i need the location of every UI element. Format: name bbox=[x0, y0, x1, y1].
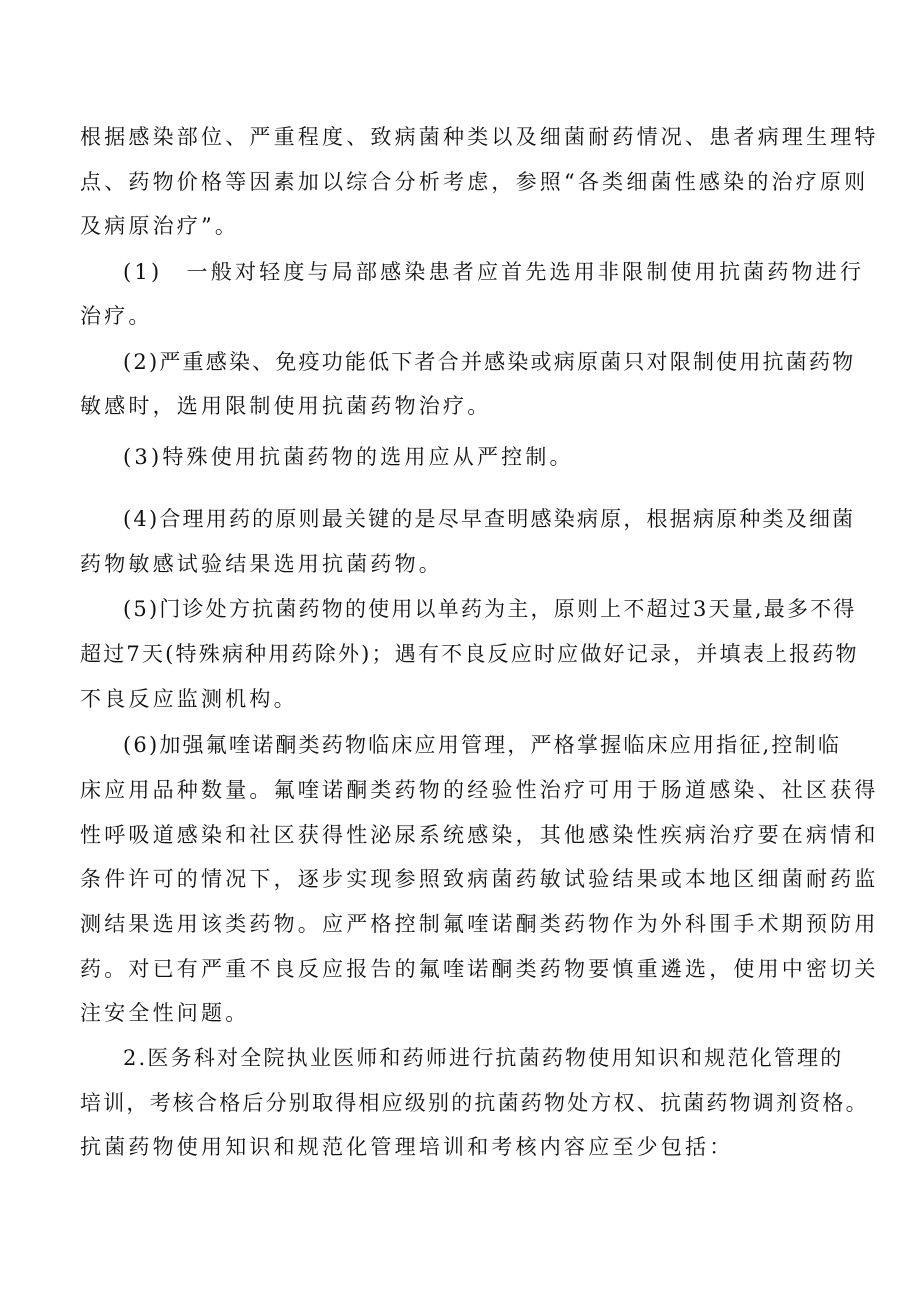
text-line: (3)特殊使用抗菌药物的选用应从严控制。 bbox=[123, 445, 574, 469]
text-line: (5)门诊处方抗菌药物的使用以单药为主，原则上不超过3天量,最多不得 bbox=[123, 597, 857, 621]
text-line: 治疗。 bbox=[80, 304, 153, 328]
text-line: 及病原治疗”。 bbox=[80, 214, 240, 238]
text-line: 药。对已有严重不良反应报告的氟喹诺酮类药物要慎重遴选，使用中密切关 bbox=[80, 957, 879, 981]
text-line: 超过7天(特殊病种用药除外)；遇有不良反应时应做好记录，并填表上报药物 bbox=[80, 642, 859, 666]
text-line: 不良反应监测机构。 bbox=[80, 687, 298, 711]
text-line: 注安全性问题。 bbox=[80, 1001, 250, 1025]
text-line: 根据感染部位、严重程度、致病菌种类以及细菌耐药情况、患者病理生理特 bbox=[80, 125, 879, 149]
text-line: 药物敏感试验结果选用抗菌药物。 bbox=[80, 552, 443, 576]
text-line: 抗菌药物使用知识和规范化管理培训和考核内容应至少包括： bbox=[80, 1135, 734, 1159]
text-line: (2)严重感染、免疫功能低下者合并感染或病原菌只对限制使用抗菌药物 bbox=[123, 350, 856, 374]
text-line: 测结果选用该类药物。应严格控制氟喹诺酮类药物作为外科围手术期预防用 bbox=[80, 912, 879, 936]
text-line: 2.医务科对全院执业医师和药师进行抗菌药物使用知识和规范化管理的 bbox=[123, 1046, 844, 1070]
text-line: 床应用品种数量。氟喹诺酮类药物的经验性治疗可用于肠道感染、社区获得 bbox=[80, 778, 879, 802]
text-line: (1) 一般对轻度与局部感染患者应首先选用非限制使用抗菌药物进行 bbox=[123, 260, 865, 284]
text-line: (4)合理用药的原则最关键的是尽早查明感染病原，根据病原种类及细菌 bbox=[123, 507, 856, 531]
text-line: 培训，考核合格后分别取得相应级别的抗菌药物处方权、抗菌药物调剂资格。 bbox=[80, 1091, 869, 1115]
text-line: (6)加强氟喹诺酮类药物临床应用管理，严格掌握临床应用指征,控制临 bbox=[123, 733, 842, 757]
text-line: 条件许可的情况下，逐步实现参照致病菌药敏试验结果或本地区细菌耐药监 bbox=[80, 867, 879, 891]
text-line: 敏感时，选用限制使用抗菌药物治疗。 bbox=[80, 394, 492, 418]
text-line: 点、药物价格等因素加以综合分析考虑，参照“各类细菌性感染的治疗原则 bbox=[80, 170, 869, 194]
text-line: 性呼吸道感染和社区获得性泌尿系统感染，其他感染性疾病治疗要在病情和 bbox=[80, 823, 879, 847]
